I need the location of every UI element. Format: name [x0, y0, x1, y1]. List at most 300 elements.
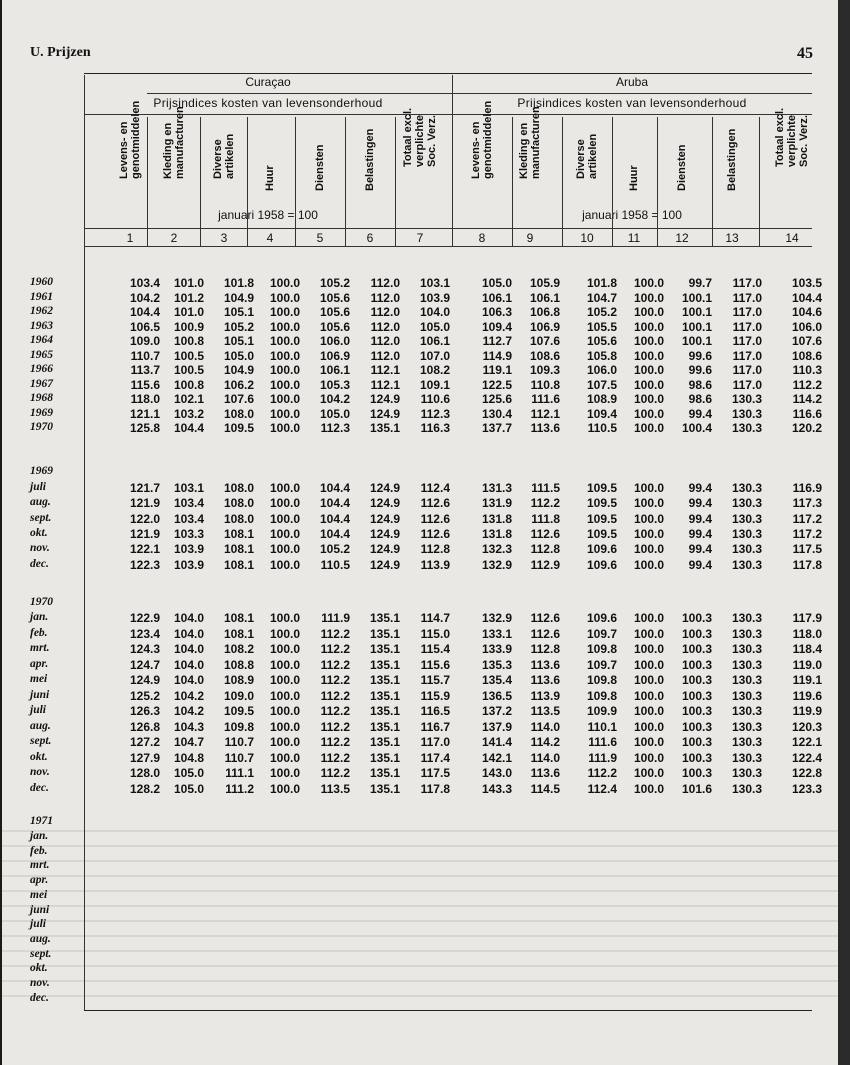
subtitle-underline — [84, 114, 812, 115]
column-number-9: 9 — [526, 231, 534, 245]
table-cell: 104.3 — [173, 719, 204, 734]
table-cell: 113.9 — [420, 557, 450, 572]
table-cell: 130.3 — [731, 406, 762, 421]
table-cell: 106.0 — [586, 363, 617, 377]
page-edge-shadow — [838, 0, 850, 1065]
table-cell: 108.0 — [223, 481, 254, 495]
section-title: U. Prijzen — [30, 45, 91, 60]
table-cell: 113.6 — [530, 657, 560, 672]
table-cell: 100.9 — [173, 319, 204, 334]
row-label: mei — [30, 888, 48, 901]
table-cell: 109.5 — [586, 511, 617, 526]
table-cell: 99.6 — [688, 363, 712, 377]
table-cell: 113.9 — [530, 688, 560, 703]
row-label: juli — [30, 481, 46, 493]
table-cell: 105.0 — [319, 406, 350, 421]
table-cell: 99.4 — [688, 542, 712, 557]
table-cell: 130.3 — [731, 511, 762, 526]
table-cell: 135.1 — [369, 421, 400, 435]
table-cell: 130.3 — [731, 557, 762, 572]
column-header-14 — [774, 107, 810, 203]
table-cell: 100.3 — [681, 642, 712, 656]
table-cell: 130.3 — [731, 481, 762, 495]
numbers-top-rule — [84, 228, 812, 229]
table-cell: 135.1 — [369, 611, 400, 625]
table-cell: 104.4 — [173, 421, 204, 435]
table-cell: 108.1 — [223, 526, 254, 541]
table-cell: 104.4 — [791, 290, 822, 305]
table-cell: 108.9 — [223, 673, 254, 687]
table-cell: 109.3 — [529, 363, 560, 377]
table-cell: 103.3 — [173, 526, 204, 541]
table-cell: 100.1 — [681, 305, 712, 319]
table-cell: 100.0 — [633, 392, 664, 406]
table-cell: 100.0 — [633, 348, 664, 363]
table-cell: 100.0 — [633, 481, 664, 495]
table-cell: 100.0 — [633, 642, 664, 656]
table-cell: 103.1 — [419, 276, 450, 290]
table-cell: 130.3 — [731, 766, 762, 780]
table-cell: 106.9 — [529, 319, 560, 334]
table-cell: 141.4 — [481, 735, 512, 749]
column-separator — [657, 117, 658, 246]
table-cell: 130.3 — [731, 542, 762, 557]
table-cell: 130.3 — [731, 781, 762, 796]
table-cell: 119.6 — [792, 688, 822, 703]
table-cell: 104.0 — [173, 642, 204, 656]
table-cell: 101.2 — [173, 290, 204, 305]
column-separator — [562, 117, 563, 246]
table-cell: 100.0 — [633, 363, 664, 377]
table-cell: 117.0 — [732, 363, 762, 377]
table-cell: 124.9 — [369, 392, 400, 406]
table-cell: 127.9 — [129, 750, 160, 765]
basis-curacao: januari 1958 = 100 — [218, 208, 318, 222]
table-cell: 119.0 — [792, 657, 822, 672]
column-header-label: Huur — [264, 165, 276, 191]
bleed-through-texture — [2, 830, 840, 1000]
table-cell: 100.0 — [269, 290, 300, 305]
column-separator — [200, 117, 201, 246]
table-cell: 109.7 — [586, 626, 617, 641]
table-cell: 100.0 — [633, 688, 664, 703]
table-cell: 116.5 — [420, 704, 450, 718]
table-cell: 112.2 — [320, 719, 350, 734]
table-cell: 112.0 — [370, 334, 400, 348]
table-cell: 115.6 — [130, 377, 160, 392]
table-cell: 99.4 — [688, 557, 712, 572]
table-cell: 124.9 — [369, 557, 400, 572]
table-cell: 119.9 — [792, 704, 822, 718]
table-cell: 105.0 — [419, 319, 450, 334]
table-cell: 106.1 — [419, 334, 450, 348]
table-cell: 103.5 — [791, 276, 822, 290]
column-header-10 — [572, 118, 602, 203]
table-cell: 125.8 — [129, 421, 160, 435]
table-cell: 135.4 — [481, 673, 512, 687]
table-cell: 100.0 — [633, 334, 664, 348]
table-cell: 131.3 — [481, 481, 512, 495]
table-cell: 104.7 — [173, 735, 204, 749]
table-cell: 104.9 — [223, 363, 254, 377]
column-header-11 — [619, 118, 649, 203]
table-cell: 109.6 — [586, 557, 617, 572]
table-cell: 100.0 — [269, 735, 300, 749]
column-header-8 — [467, 100, 497, 203]
table-cell: 99.7 — [688, 276, 712, 290]
table-cell: 111.1 — [225, 766, 254, 780]
group-title-curacao: Curaçao — [245, 75, 291, 89]
table-cell: 126.8 — [129, 719, 160, 734]
table-cell: 121.7 — [129, 481, 160, 495]
table-cell: 100.3 — [681, 688, 712, 703]
table-cell: 112.6 — [420, 526, 450, 541]
table-cell: 100.0 — [633, 704, 664, 718]
table-cell: 130.3 — [731, 392, 762, 406]
column-separator — [295, 117, 296, 246]
table-cell: 117.0 — [732, 348, 762, 363]
table-cell: 121.9 — [129, 526, 160, 541]
table-cell: 100.0 — [269, 719, 300, 734]
table-cell: 100.0 — [633, 626, 664, 641]
table-cell: 107.5 — [586, 377, 617, 392]
table-cell: 115.9 — [420, 688, 450, 703]
table-cell: 110.5 — [587, 421, 617, 435]
table-cell: 105.3 — [319, 377, 350, 392]
table-cell: 112.3 — [420, 406, 450, 421]
table-cell: 111.6 — [588, 735, 617, 749]
row-label: 1960 — [30, 276, 53, 288]
table-cell: 104.0 — [173, 611, 204, 625]
table-cell: 101.8 — [586, 276, 617, 290]
table-cell: 99.4 — [688, 511, 712, 526]
table-cell: 117.8 — [792, 557, 822, 572]
table-cell: 100.3 — [681, 626, 712, 641]
table-cell: 100.0 — [633, 377, 664, 392]
table-cell: 100.0 — [269, 406, 300, 421]
table-cell: 100.0 — [269, 642, 300, 656]
table-cell: 104.2 — [173, 704, 204, 718]
table-cell: 117.2 — [792, 511, 822, 526]
table-cell: 112.2 — [530, 496, 560, 511]
table-cell: 125.2 — [129, 688, 160, 703]
table-cell: 112.6 — [420, 511, 450, 526]
table-cell: 112.2 — [320, 657, 350, 672]
table-cell: 124.7 — [129, 657, 160, 672]
table-cell: 130.3 — [731, 642, 762, 656]
column-number-6: 6 — [366, 231, 374, 245]
column-header-9 — [515, 106, 545, 203]
table-cell: 117.2 — [792, 526, 822, 541]
table-cell: 112.2 — [320, 766, 350, 780]
row-label: 1970 — [30, 421, 53, 433]
table-cell: 119.1 — [482, 363, 512, 377]
table-cell: 114.2 — [792, 392, 822, 406]
table-cell: 108.1 — [223, 626, 254, 641]
table-cell: 124.9 — [369, 406, 400, 421]
table-cell: 100.0 — [269, 377, 300, 392]
table-cell: 100.8 — [173, 334, 204, 348]
table-cell: 130.3 — [731, 688, 762, 703]
table-cell: 100.8 — [173, 377, 204, 392]
table-cell: 117.0 — [732, 377, 762, 392]
table-cell: 113.5 — [530, 704, 560, 718]
table-cell: 100.0 — [269, 392, 300, 406]
table-cell: 130.3 — [731, 735, 762, 749]
table-cell: 106.1 — [529, 290, 560, 305]
table-cell: 109.0 — [129, 334, 160, 348]
group-underline — [147, 93, 812, 94]
table-cell: 104.0 — [419, 305, 450, 319]
table-cell: 109.8 — [586, 673, 617, 687]
row-label: sept. — [30, 735, 52, 747]
table-cell: 106.5 — [129, 319, 160, 334]
table-cell: 112.6 — [530, 626, 560, 641]
table-cell: 109.8 — [586, 688, 617, 703]
table-cell: 100.3 — [681, 766, 712, 780]
table-cell: 105.6 — [586, 334, 617, 348]
table-cell: 124.9 — [369, 511, 400, 526]
table-cell: 105.0 — [173, 766, 204, 780]
row-label: jan. — [30, 611, 49, 623]
row-label: 1963 — [30, 319, 53, 332]
table-cell: 109.8 — [223, 719, 254, 734]
column-header-label: Totaal excl. verplichte Soc. Verz. — [402, 107, 438, 167]
table-cell: 108.1 — [223, 557, 254, 572]
table-cell: 100.0 — [269, 334, 300, 348]
table-cell: 100.0 — [633, 766, 664, 780]
table-cell: 105.0 — [173, 781, 204, 796]
table-cell: 108.0 — [223, 496, 254, 511]
table-cell: 103.9 — [173, 557, 204, 572]
table-cell: 143.0 — [481, 766, 512, 780]
table-cell: 130.4 — [481, 406, 512, 421]
table-cell: 104.0 — [173, 673, 204, 687]
table-cell: 104.7 — [586, 290, 617, 305]
table-cell: 118.0 — [130, 392, 160, 406]
table-cell: 118.0 — [792, 626, 822, 641]
table-cell: 100.0 — [269, 611, 300, 625]
column-header-6 — [355, 118, 385, 203]
table-cell: 107.6 — [223, 392, 254, 406]
column-header-label: Belastingen — [364, 128, 376, 191]
table-cell: 109.5 — [223, 704, 254, 718]
table-cell: 99.4 — [688, 481, 712, 495]
table-cell: 112.2 — [587, 766, 617, 780]
table-cell: 118.4 — [792, 642, 822, 656]
table-cell: 111.2 — [225, 781, 254, 796]
table-cell: 116.6 — [792, 406, 822, 421]
table-cell: 110.1 — [587, 719, 617, 734]
row-label: aug. — [30, 719, 51, 732]
table-cell: 135.1 — [369, 750, 400, 765]
column-header-7 — [402, 107, 438, 203]
table-cell: 100.0 — [633, 750, 664, 765]
table-cell: 105.2 — [586, 305, 617, 319]
column-header-label: Totaal excl. verplichte Soc. Verz. — [774, 107, 810, 167]
row-label: mei — [30, 673, 48, 685]
table-cell: 100.0 — [633, 276, 664, 290]
row-label: jan. — [30, 830, 49, 842]
table-cell: 106.9 — [319, 348, 350, 363]
table-cell: 122.1 — [129, 542, 160, 557]
table-cell: 130.3 — [731, 526, 762, 541]
table-cell: 100.0 — [269, 481, 300, 495]
table-cell: 100.0 — [633, 611, 664, 625]
table-cell: 135.1 — [369, 719, 400, 734]
table-cell: 112.2 — [320, 673, 350, 687]
table-cell: 100.3 — [681, 704, 712, 718]
table-cell: 108.6 — [791, 348, 822, 363]
column-number-13: 13 — [725, 231, 739, 245]
table-cell: 100.0 — [269, 363, 300, 377]
table-cell: 135.1 — [369, 626, 400, 641]
table-cell: 100.0 — [633, 542, 664, 557]
table-cell: 104.4 — [319, 481, 350, 495]
table-cell: 100.0 — [633, 526, 664, 541]
table-cell: 117.0 — [732, 334, 762, 348]
table-cell: 100.0 — [269, 626, 300, 641]
table-cell: 100.4 — [681, 421, 712, 435]
row-label: mrt. — [30, 642, 50, 654]
column-separator — [612, 117, 613, 246]
table-cell: 100.1 — [681, 334, 712, 348]
table-cell: 104.2 — [173, 688, 204, 703]
table-cell: 109.5 — [586, 496, 617, 511]
table-cell: 107.6 — [791, 334, 822, 348]
table-cell: 100.0 — [633, 305, 664, 319]
table-cell: 110.7 — [224, 750, 254, 765]
column-separator — [712, 117, 713, 246]
table-cell: 112.4 — [587, 781, 617, 796]
table-cell: 117.8 — [420, 781, 450, 796]
column-separator — [395, 117, 396, 246]
table-cell: 108.2 — [223, 642, 254, 656]
table-cell: 117.5 — [420, 766, 450, 780]
table-cell: 109.6 — [586, 542, 617, 557]
table-cell: 100.0 — [269, 276, 300, 290]
table-cell: 109.0 — [223, 688, 254, 703]
table-cell: 104.8 — [173, 750, 204, 765]
table-cell: 104.4 — [319, 526, 350, 541]
table-cell: 120.3 — [791, 719, 822, 734]
table-cell: 98.6 — [688, 377, 712, 392]
column-header-label: Diverse artikelen — [212, 133, 236, 179]
column-number-4: 4 — [266, 231, 274, 245]
column-separator — [247, 117, 248, 246]
table-cell: 111.9 — [588, 750, 617, 765]
table-cell: 100.0 — [633, 735, 664, 749]
group-title-aruba: Aruba — [615, 75, 649, 89]
table-cell: 108.2 — [419, 363, 450, 377]
table-cell: 112.8 — [420, 542, 450, 557]
row-label: 1969 — [30, 406, 53, 419]
table-cell: 117.0 — [732, 305, 762, 319]
table-cell: 104.4 — [129, 305, 160, 319]
row-label: 1961 — [30, 290, 53, 303]
table-cell: 100.0 — [633, 673, 664, 687]
table-cell: 110.5 — [320, 557, 350, 572]
table-cell: 100.0 — [269, 496, 300, 511]
table-cell: 131.9 — [481, 496, 512, 511]
table-cell: 117.9 — [792, 611, 822, 625]
table-cell: 109.5 — [223, 421, 254, 435]
table-cell: 103.1 — [173, 481, 204, 495]
table-cell: 112.1 — [530, 406, 560, 421]
table-cell: 119.1 — [792, 673, 822, 687]
table-cell: 108.1 — [223, 611, 254, 625]
table-cell: 100.0 — [269, 657, 300, 672]
table-cell: 117.0 — [732, 319, 762, 334]
column-header-label: Levens- en genotmiddelen — [118, 100, 142, 179]
column-header-label: Huur — [628, 165, 640, 191]
table-cell: 108.6 — [529, 348, 560, 363]
table-cell: 124.9 — [129, 673, 160, 687]
table-cell: 105.0 — [481, 276, 512, 290]
table-cell: 111.9 — [321, 611, 350, 625]
table-cell: 100.0 — [633, 496, 664, 511]
table-cell: 99.4 — [688, 526, 712, 541]
table-cell: 113.7 — [130, 363, 160, 377]
table-cell: 130.3 — [731, 673, 762, 687]
column-separator — [512, 117, 513, 246]
table-cell: 112.8 — [530, 542, 560, 557]
table-cell: 106.1 — [481, 290, 512, 305]
row-label: 1966 — [30, 363, 53, 375]
table-cell: 105.6 — [319, 305, 350, 319]
table-cell: 115.6 — [420, 657, 450, 672]
table-cell: 110.3 — [792, 363, 822, 377]
row-label: aug. — [30, 496, 51, 509]
table-cell: 105.1 — [223, 305, 254, 319]
column-number-1: 1 — [126, 231, 134, 245]
table-cell: 112.2 — [320, 626, 350, 641]
column-header-3 — [209, 118, 239, 203]
table-cell: 109.4 — [586, 406, 617, 421]
table-cell: 123.3 — [791, 781, 822, 796]
table-cell: 113.5 — [320, 781, 350, 796]
row-label: dec. — [30, 991, 49, 1004]
row-label: nov. — [30, 766, 50, 778]
table-cell: 105.2 — [319, 276, 350, 290]
column-header-4 — [255, 118, 285, 203]
table-cell: 109.9 — [586, 704, 617, 718]
table-cell: 112.1 — [370, 377, 400, 392]
table-cell: 100.0 — [633, 557, 664, 572]
table-cell: 105.0 — [223, 348, 254, 363]
table-cell: 130.3 — [731, 719, 762, 734]
table-cell: 112.9 — [530, 557, 560, 572]
column-header-label: Kleding en manufacturen — [518, 106, 542, 179]
column-number-10: 10 — [580, 231, 594, 245]
table-cell: 117.4 — [420, 750, 450, 765]
table-cell: 111.8 — [531, 511, 560, 526]
row-label: juli — [30, 918, 46, 931]
table-cell: 100.0 — [269, 511, 300, 526]
table-cell: 100.0 — [633, 421, 664, 435]
table-cell: 130.3 — [731, 657, 762, 672]
table-cell: 106.0 — [791, 319, 822, 334]
table-cell: 103.9 — [173, 542, 204, 557]
table-cell: 103.9 — [419, 290, 450, 305]
table-cell: 101.8 — [223, 276, 254, 290]
subtitle-curacao: Prijsindices kosten van levensonderhoud — [153, 96, 383, 110]
table-cell: 130.3 — [731, 704, 762, 718]
table-cell: 105.2 — [223, 319, 254, 334]
table-cell: 114.2 — [530, 735, 560, 749]
table-cell: 109.5 — [586, 481, 617, 495]
table-cell: 104.4 — [319, 511, 350, 526]
